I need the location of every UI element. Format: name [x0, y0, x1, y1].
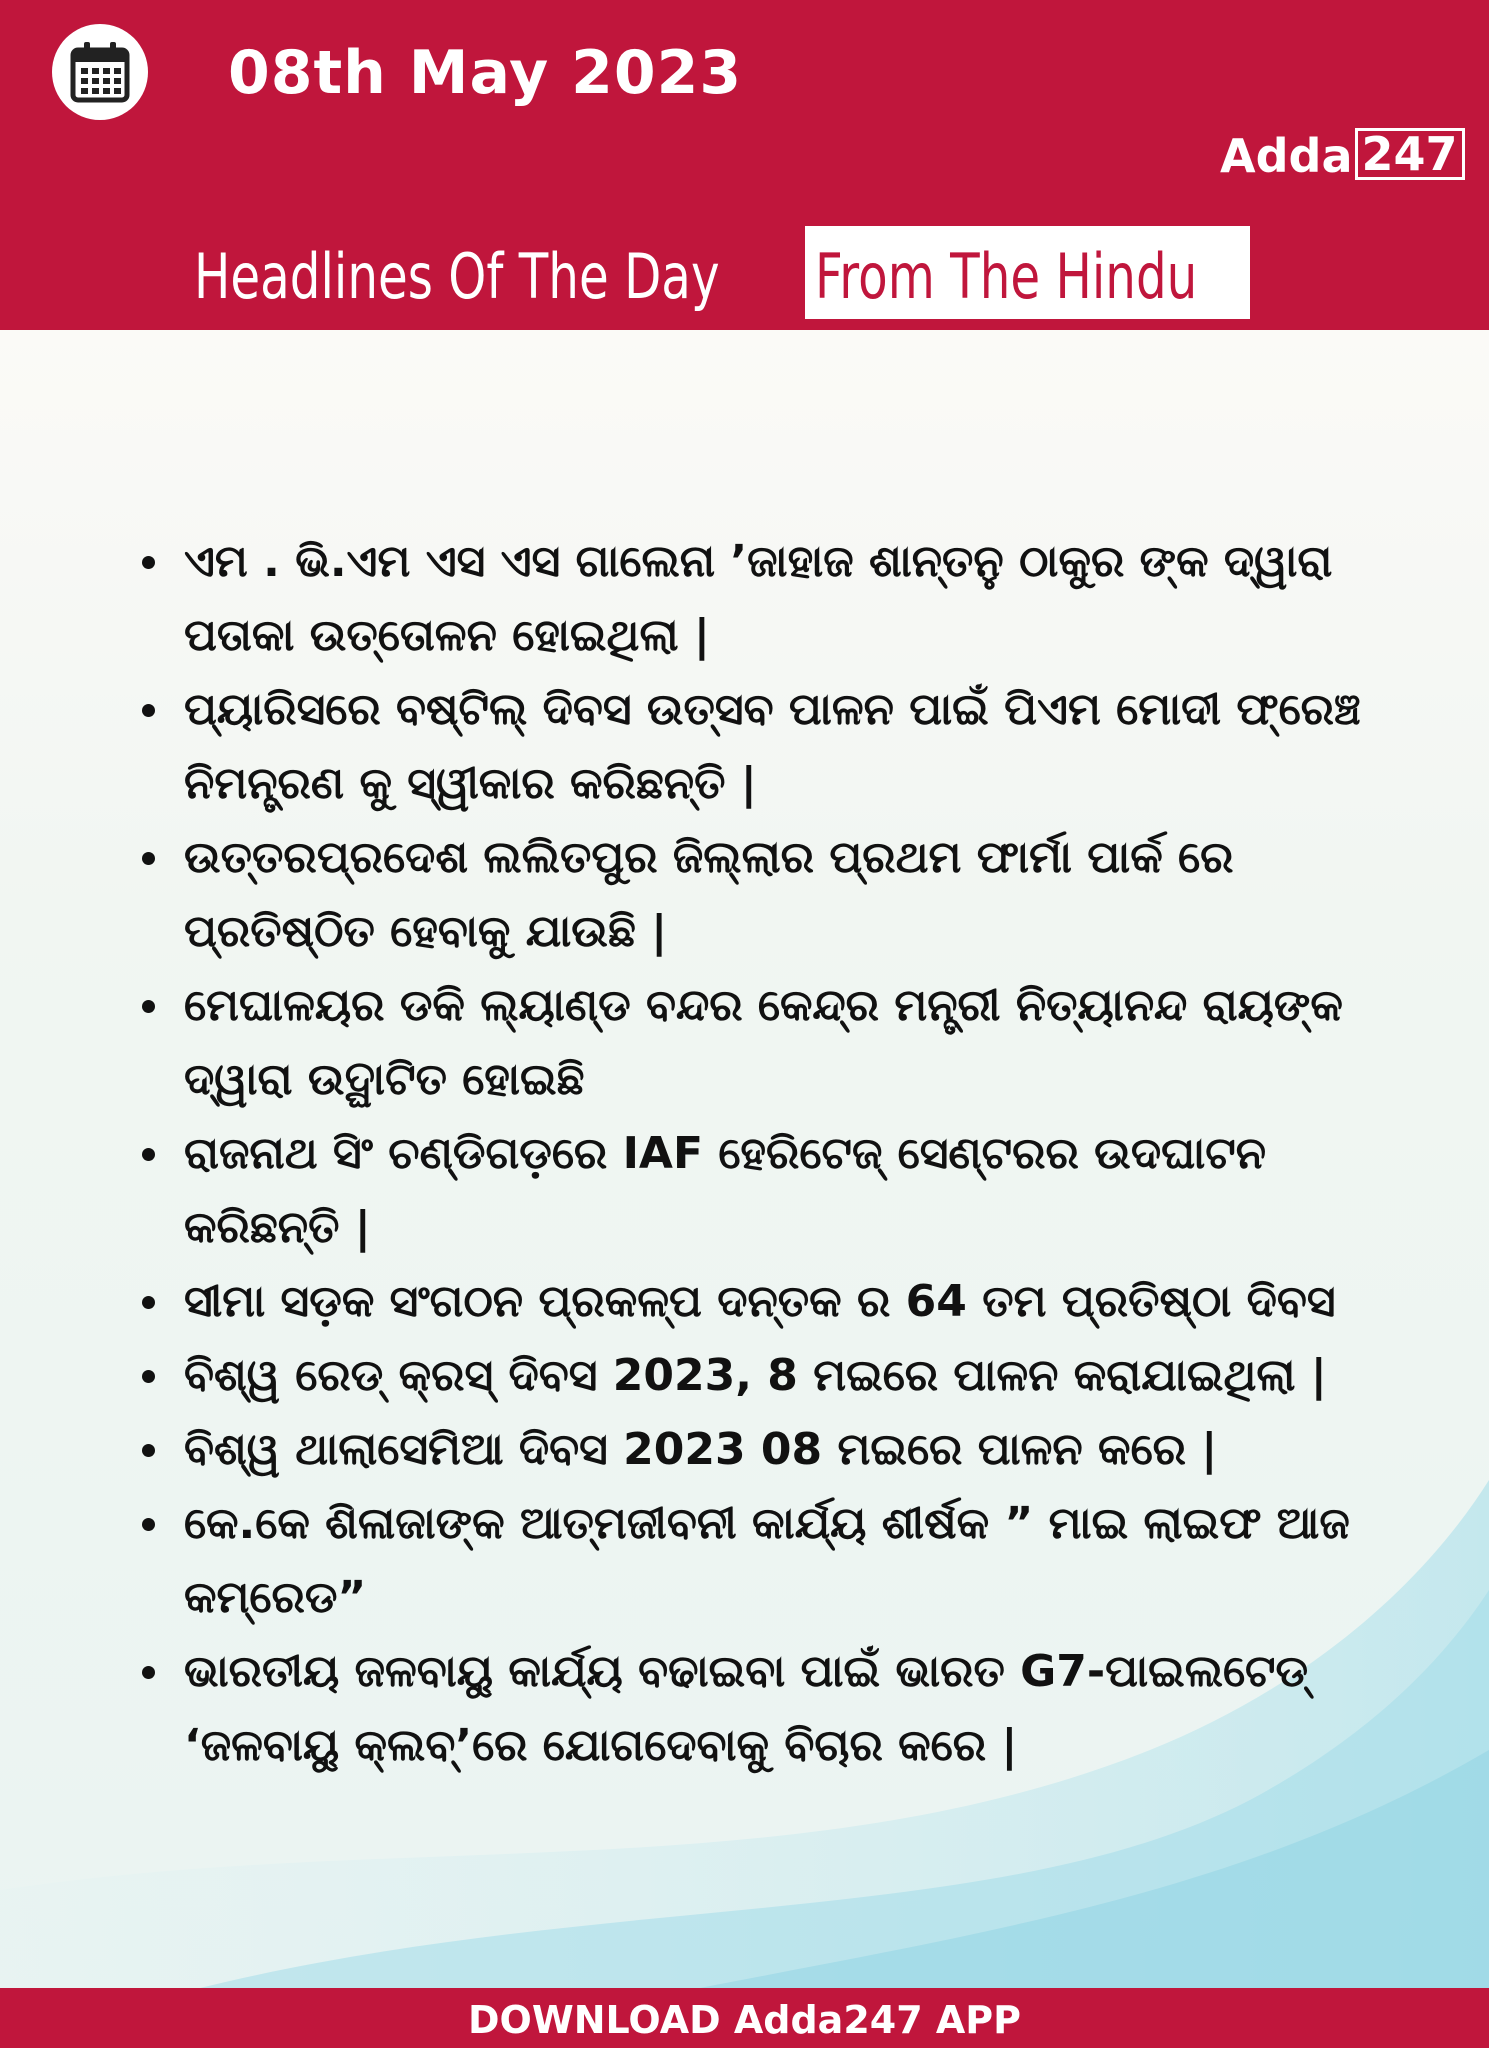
- bullet: [142, 1000, 155, 1013]
- headline-text: ମେଘାଳୟର ଡକି ଲ୍ୟାଣ୍ଡ ବନ୍ଦର କେନ୍ଦ୍ର ମନ୍ତ୍ରୀ ନିତ୍ୟାନନ୍ଦ ରାୟଙ୍କ ଦ୍ୱାରା ଉଦ୍ଘାଟିତ ହୋଇଛି: [184, 980, 1343, 1105]
- header-banner: [0, 0, 1489, 330]
- bullet: [142, 1370, 155, 1383]
- headline-text: ବିଶ୍ୱ ଥାଲାସେମିଆ ଦିବସ 2023 08 ମଇରେ ପାଳନ କରେ |: [184, 1424, 1218, 1475]
- headline-list: [132, 525, 1412, 1783]
- list-item: [132, 1413, 1412, 1487]
- calendar-badge: [52, 24, 148, 120]
- headline-source-box: [805, 226, 1250, 319]
- bullet: [142, 1296, 155, 1309]
- headline-text: ରାଜନାଥ ସିଂ ଚଣ୍ଡିଗଡ଼ରେ IAF ହେରିଟେଜ୍ ସେଣ୍ଟରର ଉଦଘାଟନ କରିଛନ୍ତି |: [184, 1128, 1267, 1253]
- calendar-icon: [70, 40, 130, 104]
- bullet: [142, 1444, 155, 1457]
- brand-number: 247: [1355, 128, 1465, 180]
- list-item: [132, 1265, 1412, 1339]
- bullet: [142, 1666, 155, 1679]
- list-item: [132, 821, 1412, 969]
- list-item: [132, 525, 1412, 673]
- headline-source: From The Hindu: [815, 240, 1198, 313]
- bullet: [142, 1148, 155, 1161]
- headline-text: ସୀମା ସଡ଼କ ସଂଗଠନ ପ୍ରକଳ୍ପ ଦନ୍ତକ ର 64 ତମ ପ୍ରତିଷ୍ଠା ଦିବସ: [184, 1276, 1336, 1327]
- download-app-link[interactable]: DOWNLOAD Adda247 APP: [467, 1998, 1021, 2042]
- headline-text: କେ.କେ ଶିଳାଜାଙ୍କ ଆତ୍ମଜୀବନୀ କାର୍ଯ୍ୟ ଶୀର୍ଷକ ” ମାଇ ଲାଇଫ ଆଜ କମ୍ରେଡ”: [184, 1498, 1350, 1623]
- date-title: 08th May 2023: [228, 38, 743, 108]
- brand-text: Adda: [1220, 129, 1353, 183]
- headline-text: ପ୍ୟାରିସରେ ବଷ୍ଟିଲ୍ ଦିବସ ଉତ୍ସବ ପାଳନ ପାଇଁ ପିଏମ ମୋଦୀ ଫ୍ରେଞ୍ଚ ନିମନ୍ତ୍ରଣ କୁ ସ୍ୱୀକାର କରିଛନ୍ତି |: [184, 684, 1361, 809]
- bullet: [142, 704, 155, 717]
- list-item: [132, 1339, 1412, 1413]
- list-item: [132, 969, 1412, 1117]
- list-item: [132, 1117, 1412, 1265]
- list-item: [132, 673, 1412, 821]
- headline-text: ଏମ . ଭି.ଏମ ଏସ ଏସ ଗାଲେନା ’ଜାହାଜ ଶାନ୍ତନୁ ଠାକୁର ଙ୍କ ଦ୍ୱାରା ପତାକା ଉତ୍ତୋଳନ ହୋଇଥିଲା |: [184, 536, 1333, 661]
- bullet: [142, 852, 155, 865]
- adda247-logo: [1220, 128, 1465, 184]
- bullet: [142, 1518, 155, 1531]
- headline-prefix: Headlines Of The Day: [194, 240, 720, 313]
- footer-banner[interactable]: [0, 1988, 1489, 2048]
- list-item: [132, 1487, 1412, 1635]
- bullet: [142, 556, 155, 569]
- headline-text: ଉତ୍ତରପ୍ରଦେଶ ଲଲିତପୁର ଜିଲ୍ଲାର ପ୍ରଥମ ଫାର୍ମା ପାର୍କ ରେ ପ୍ରତିଷ୍ଠିତ ହେବାକୁ ଯାଉଛି |: [184, 832, 1234, 957]
- headline-text: ବିଶ୍ୱ ରେଡ୍ କ୍ରସ୍ ଦିବସ 2023, 8 ମଇରେ ପାଳନ କରାଯାଇଥିଲା |: [184, 1350, 1327, 1401]
- list-item: [132, 1635, 1412, 1783]
- headline-text: ଭାରତୀୟ ଜଳବାୟୁ କାର୍ଯ୍ୟ ବଢାଇବା ପାଇଁ ଭାରତ G7-ପାଇଲଟେଡ୍ ‘ଜଳବାୟୁ କ୍ଲବ୍’ରେ ଯୋଗଦେବାକୁ ବିଚାର କରେ |: [184, 1646, 1309, 1771]
